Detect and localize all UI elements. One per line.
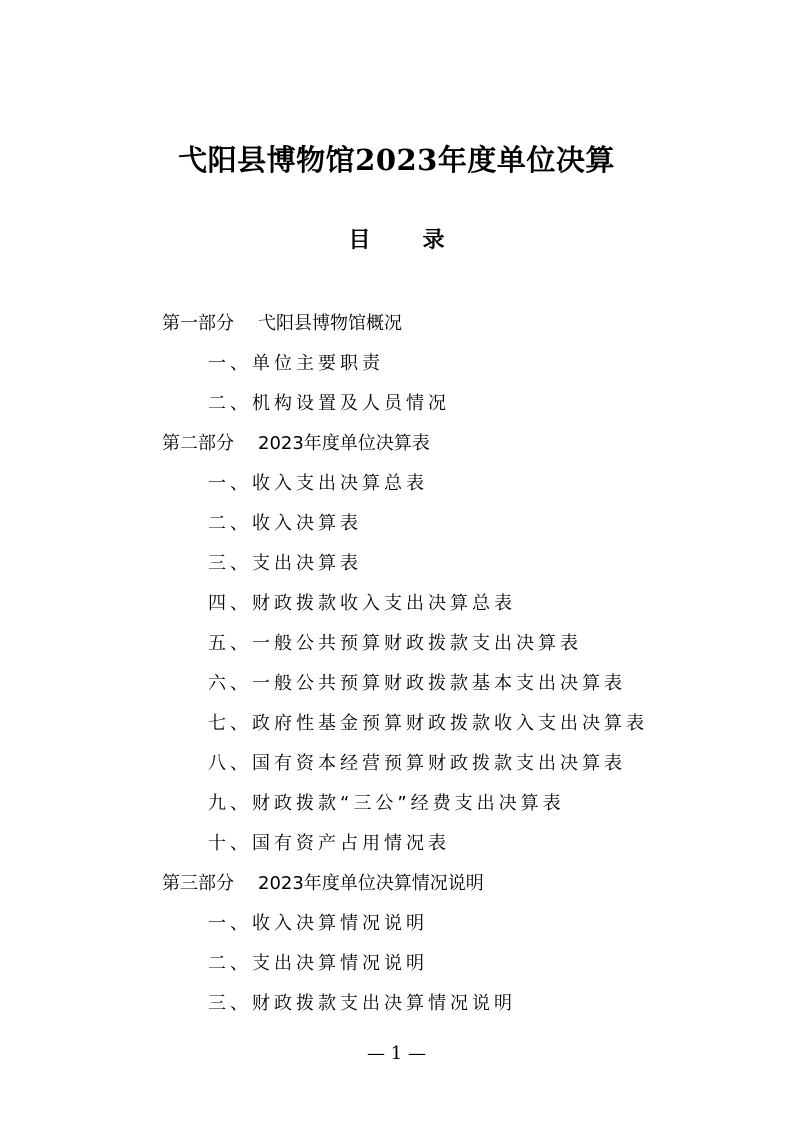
toc-part-title: 弋阳县博物馆概况: [258, 313, 402, 334]
document-title: 弋阳县博物馆2023年度单位决算: [178, 143, 615, 177]
toc-item: 二、机构设置及人员情况: [208, 393, 450, 414]
toc-part-number: 第一部分: [162, 313, 234, 334]
toc-part-2: [0, 424, 793, 464]
toc-item: 一、收入支出决算总表: [208, 473, 428, 494]
toc-part-3: [0, 864, 793, 904]
toc-heading: 目录: [348, 228, 497, 253]
toc-item: 三、财政拨款支出决算情况说明: [208, 993, 516, 1014]
toc-part-title: 2023年度单位决算情况说明: [258, 873, 484, 894]
toc-item: 八、国有资本经营预算财政拨款支出决算表: [208, 753, 626, 774]
table-of-contents: [0, 304, 793, 1024]
toc-item: 三、支出决算表: [208, 553, 362, 574]
toc-part-title: 2023年度单位决算表: [258, 433, 430, 454]
toc-item: 二、收入决算表: [208, 513, 362, 534]
toc-item: 一、单位主要职责: [208, 353, 384, 374]
toc-item: 六、一般公共预算财政拨款基本支出决算表: [208, 673, 626, 694]
toc-item: 二、支出决算情况说明: [208, 953, 428, 974]
toc-item: 九、财政拨款“三公”经费支出决算表: [208, 793, 565, 814]
toc-item: 十、国有资产占用情况表: [208, 833, 450, 854]
page-number: — 1 —: [367, 1043, 426, 1064]
toc-part-number: 第三部分: [162, 873, 234, 894]
toc-part-1: [0, 304, 793, 344]
toc-item: 五、一般公共预算财政拨款支出决算表: [208, 633, 582, 654]
toc-part-number: 第二部分: [162, 433, 234, 454]
toc-item: 一、收入决算情况说明: [208, 913, 428, 934]
toc-item: 七、政府性基金预算财政拨款收入支出决算表: [208, 713, 648, 734]
toc-item: 四、财政拨款收入支出决算总表: [208, 593, 516, 614]
